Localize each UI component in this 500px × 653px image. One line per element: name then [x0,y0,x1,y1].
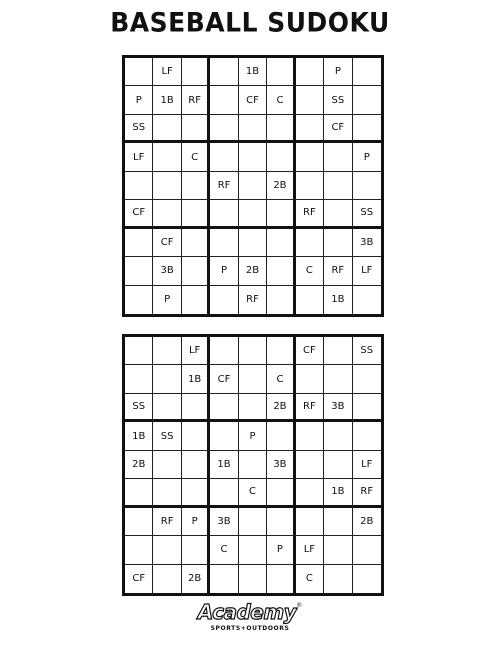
sudoku-cell[interactable] [296,229,324,257]
sudoku-cell[interactable] [353,565,381,593]
sudoku-cell[interactable] [324,337,352,365]
sudoku-cell[interactable]: LF [353,451,381,479]
sudoku-cell[interactable]: RF [296,394,324,422]
sudoku-cell[interactable]: 1B [125,422,153,450]
sudoku-cell[interactable] [125,536,153,564]
sudoku-cell[interactable] [267,143,295,171]
sudoku-cell[interactable] [267,422,295,450]
sudoku-cell[interactable] [353,58,381,86]
sudoku-cell[interactable]: 3B [353,229,381,257]
sudoku-cell[interactable] [239,229,267,257]
sudoku-cell[interactable] [182,422,210,450]
sudoku-cell[interactable] [239,172,267,200]
logo-wordmark: Academy [197,600,297,624]
sudoku-cell[interactable]: 2B [125,451,153,479]
sudoku-cell[interactable] [324,365,352,393]
sudoku-cell[interactable]: 3B [153,257,181,285]
sudoku-cell[interactable] [324,143,352,171]
sudoku-cell[interactable] [125,508,153,536]
sudoku-cell[interactable]: SS [324,86,352,114]
sudoku-cell[interactable]: P [153,286,181,314]
sudoku-cell[interactable]: P [182,508,210,536]
sudoku-cell[interactable] [125,58,153,86]
sudoku-cell[interactable]: 1B [210,451,238,479]
sudoku-cell[interactable] [125,257,153,285]
sudoku-cell[interactable] [153,143,181,171]
sudoku-cell[interactable] [125,365,153,393]
sudoku-cell[interactable] [296,422,324,450]
sudoku-cell[interactable]: 2B [267,172,295,200]
sudoku-cell[interactable]: P [267,536,295,564]
sudoku-cell[interactable]: CF [125,200,153,228]
sudoku-cell[interactable] [239,565,267,593]
sudoku-cell[interactable]: CF [125,565,153,593]
sudoku-cell[interactable]: CF [296,337,324,365]
sudoku-cell[interactable] [153,115,181,143]
sudoku-cell[interactable] [182,536,210,564]
sudoku-cell[interactable] [125,337,153,365]
sudoku-cell[interactable] [153,394,181,422]
sudoku-cell[interactable] [182,229,210,257]
sudoku-cell[interactable]: CF [324,115,352,143]
sudoku-cell[interactable] [210,58,238,86]
sudoku-cell[interactable] [324,422,352,450]
sudoku-cell[interactable] [267,58,295,86]
logo-trademark: ® [296,602,303,609]
sudoku-cell[interactable] [239,508,267,536]
sudoku-cell[interactable] [324,172,352,200]
sudoku-cell[interactable]: 1B [239,58,267,86]
sudoku-cell[interactable] [239,337,267,365]
sudoku-cell[interactable]: LF [125,143,153,171]
sudoku-cell[interactable]: 2B [182,565,210,593]
sudoku-cell[interactable] [324,229,352,257]
sudoku-cell[interactable] [353,422,381,450]
sudoku-cell[interactable] [125,172,153,200]
sudoku-cell[interactable] [353,86,381,114]
sudoku-cell[interactable] [296,286,324,314]
sudoku-cell[interactable]: C [239,479,267,507]
sudoku-cell[interactable]: P [239,422,267,450]
sudoku-cell[interactable] [210,479,238,507]
sudoku-cell[interactable] [353,115,381,143]
sudoku-cell[interactable] [267,115,295,143]
sudoku-cell[interactable] [210,565,238,593]
sudoku-cell[interactable] [210,337,238,365]
sudoku-cell[interactable] [182,451,210,479]
sudoku-grid-1 [122,55,384,317]
sudoku-cell[interactable]: RF [239,286,267,314]
sudoku-cell[interactable] [182,172,210,200]
sudoku-cell[interactable]: 1B [182,365,210,393]
sudoku-cell[interactable] [153,337,181,365]
sudoku-cell[interactable]: C [210,536,238,564]
sudoku-cell[interactable]: SS [153,422,181,450]
sudoku-cell[interactable]: 1B [324,479,352,507]
sudoku-cell[interactable]: 2B [239,257,267,285]
sudoku-cell[interactable] [182,200,210,228]
sudoku-cell[interactable] [182,394,210,422]
sudoku-cell[interactable] [153,565,181,593]
sudoku-cell[interactable] [125,229,153,257]
sudoku-cell[interactable] [239,451,267,479]
sudoku-cell[interactable]: C [296,565,324,593]
sudoku-cell[interactable] [324,508,352,536]
sudoku-cell[interactable]: C [267,86,295,114]
sudoku-cell[interactable] [125,479,153,507]
sudoku-cell[interactable] [324,200,352,228]
sudoku-grid-2 [122,334,384,596]
sudoku-cell[interactable] [267,337,295,365]
sudoku-cell[interactable]: SS [125,115,153,143]
sudoku-cell[interactable] [353,172,381,200]
sudoku-cell[interactable]: 2B [353,508,381,536]
sudoku-cell[interactable] [296,58,324,86]
sudoku-cell[interactable]: 3B [210,508,238,536]
sudoku-cell[interactable] [353,536,381,564]
sudoku-cell[interactable] [210,115,238,143]
sudoku-cell[interactable] [324,565,352,593]
logo-tagline: SPORTS+OUTDOORS [210,625,290,632]
sudoku-cell[interactable]: LF [353,257,381,285]
sudoku-cell[interactable] [353,286,381,314]
sudoku-cell[interactable] [296,143,324,171]
sudoku-cell[interactable] [267,229,295,257]
sudoku-cell[interactable] [267,257,295,285]
sudoku-cell[interactable] [267,286,295,314]
sudoku-cell[interactable] [153,365,181,393]
sudoku-cell[interactable] [239,143,267,171]
sudoku-cell[interactable] [353,365,381,393]
sudoku-cell[interactable]: RF [153,508,181,536]
sudoku-cell[interactable] [210,394,238,422]
sudoku-cell[interactable] [153,479,181,507]
sudoku-cell[interactable]: 2B [267,394,295,422]
page-title: BASEBALL SUDOKU [110,7,390,38]
sudoku-cell[interactable]: C [182,143,210,171]
sudoku-cell[interactable] [182,286,210,314]
sudoku-cell[interactable] [353,394,381,422]
sudoku-cell[interactable]: RF [353,479,381,507]
sudoku-cell[interactable]: 1B [324,286,352,314]
sudoku-cell[interactable] [182,257,210,285]
sudoku-cell[interactable] [153,172,181,200]
sudoku-cell[interactable]: SS [353,337,381,365]
sudoku-cell[interactable] [267,200,295,228]
sudoku-cell[interactable] [125,286,153,314]
sudoku-cell[interactable] [296,86,324,114]
sudoku-cell[interactable] [296,479,324,507]
sudoku-cell[interactable] [296,365,324,393]
sudoku-cell[interactable]: C [267,365,295,393]
sudoku-cell[interactable] [296,508,324,536]
sudoku-cell[interactable]: SS [353,200,381,228]
sudoku-cell[interactable] [153,451,181,479]
sudoku-cell[interactable] [210,200,238,228]
sudoku-cell[interactable]: RF [182,86,210,114]
sudoku-cell[interactable] [267,508,295,536]
sudoku-cell[interactable] [153,200,181,228]
sudoku-cell[interactable]: CF [239,86,267,114]
sudoku-cell[interactable] [239,394,267,422]
sudoku-cell[interactable]: RF [296,200,324,228]
sudoku-cell[interactable] [239,365,267,393]
sudoku-cell[interactable]: P [353,143,381,171]
sudoku-cell[interactable] [153,536,181,564]
sudoku-cell[interactable] [210,286,238,314]
sudoku-cell[interactable] [239,536,267,564]
sudoku-cell[interactable]: P [125,86,153,114]
sudoku-cell[interactable]: LF [182,337,210,365]
sudoku-cell[interactable]: LF [153,58,181,86]
sudoku-cell[interactable]: RF [324,257,352,285]
sudoku-cell[interactable] [324,536,352,564]
sudoku-cell[interactable]: P [324,58,352,86]
sudoku-cell[interactable]: RF [210,172,238,200]
sudoku-cell[interactable] [296,172,324,200]
sudoku-cell[interactable] [267,479,295,507]
sudoku-cell[interactable]: LF [296,536,324,564]
sudoku-cell[interactable] [210,86,238,114]
sudoku-cell[interactable]: 3B [324,394,352,422]
sudoku-cell[interactable] [210,422,238,450]
sudoku-cell[interactable]: P [210,257,238,285]
sudoku-cell[interactable] [182,115,210,143]
sudoku-cell[interactable] [210,143,238,171]
sudoku-cell[interactable] [239,115,267,143]
sudoku-cell[interactable] [267,565,295,593]
sudoku-cell[interactable] [239,200,267,228]
sudoku-cell[interactable]: SS [125,394,153,422]
sudoku-cell[interactable]: C [296,257,324,285]
sudoku-cell[interactable]: 3B [267,451,295,479]
sudoku-cell[interactable]: 1B [153,86,181,114]
sudoku-cell[interactable] [296,451,324,479]
sudoku-cell[interactable] [296,115,324,143]
sudoku-cell[interactable] [210,229,238,257]
sudoku-cell[interactable] [182,479,210,507]
sudoku-cell[interactable]: CF [210,365,238,393]
sudoku-cell[interactable] [182,58,210,86]
sudoku-cell[interactable] [324,451,352,479]
sudoku-cell[interactable]: CF [153,229,181,257]
academy-logo [0,602,500,632]
